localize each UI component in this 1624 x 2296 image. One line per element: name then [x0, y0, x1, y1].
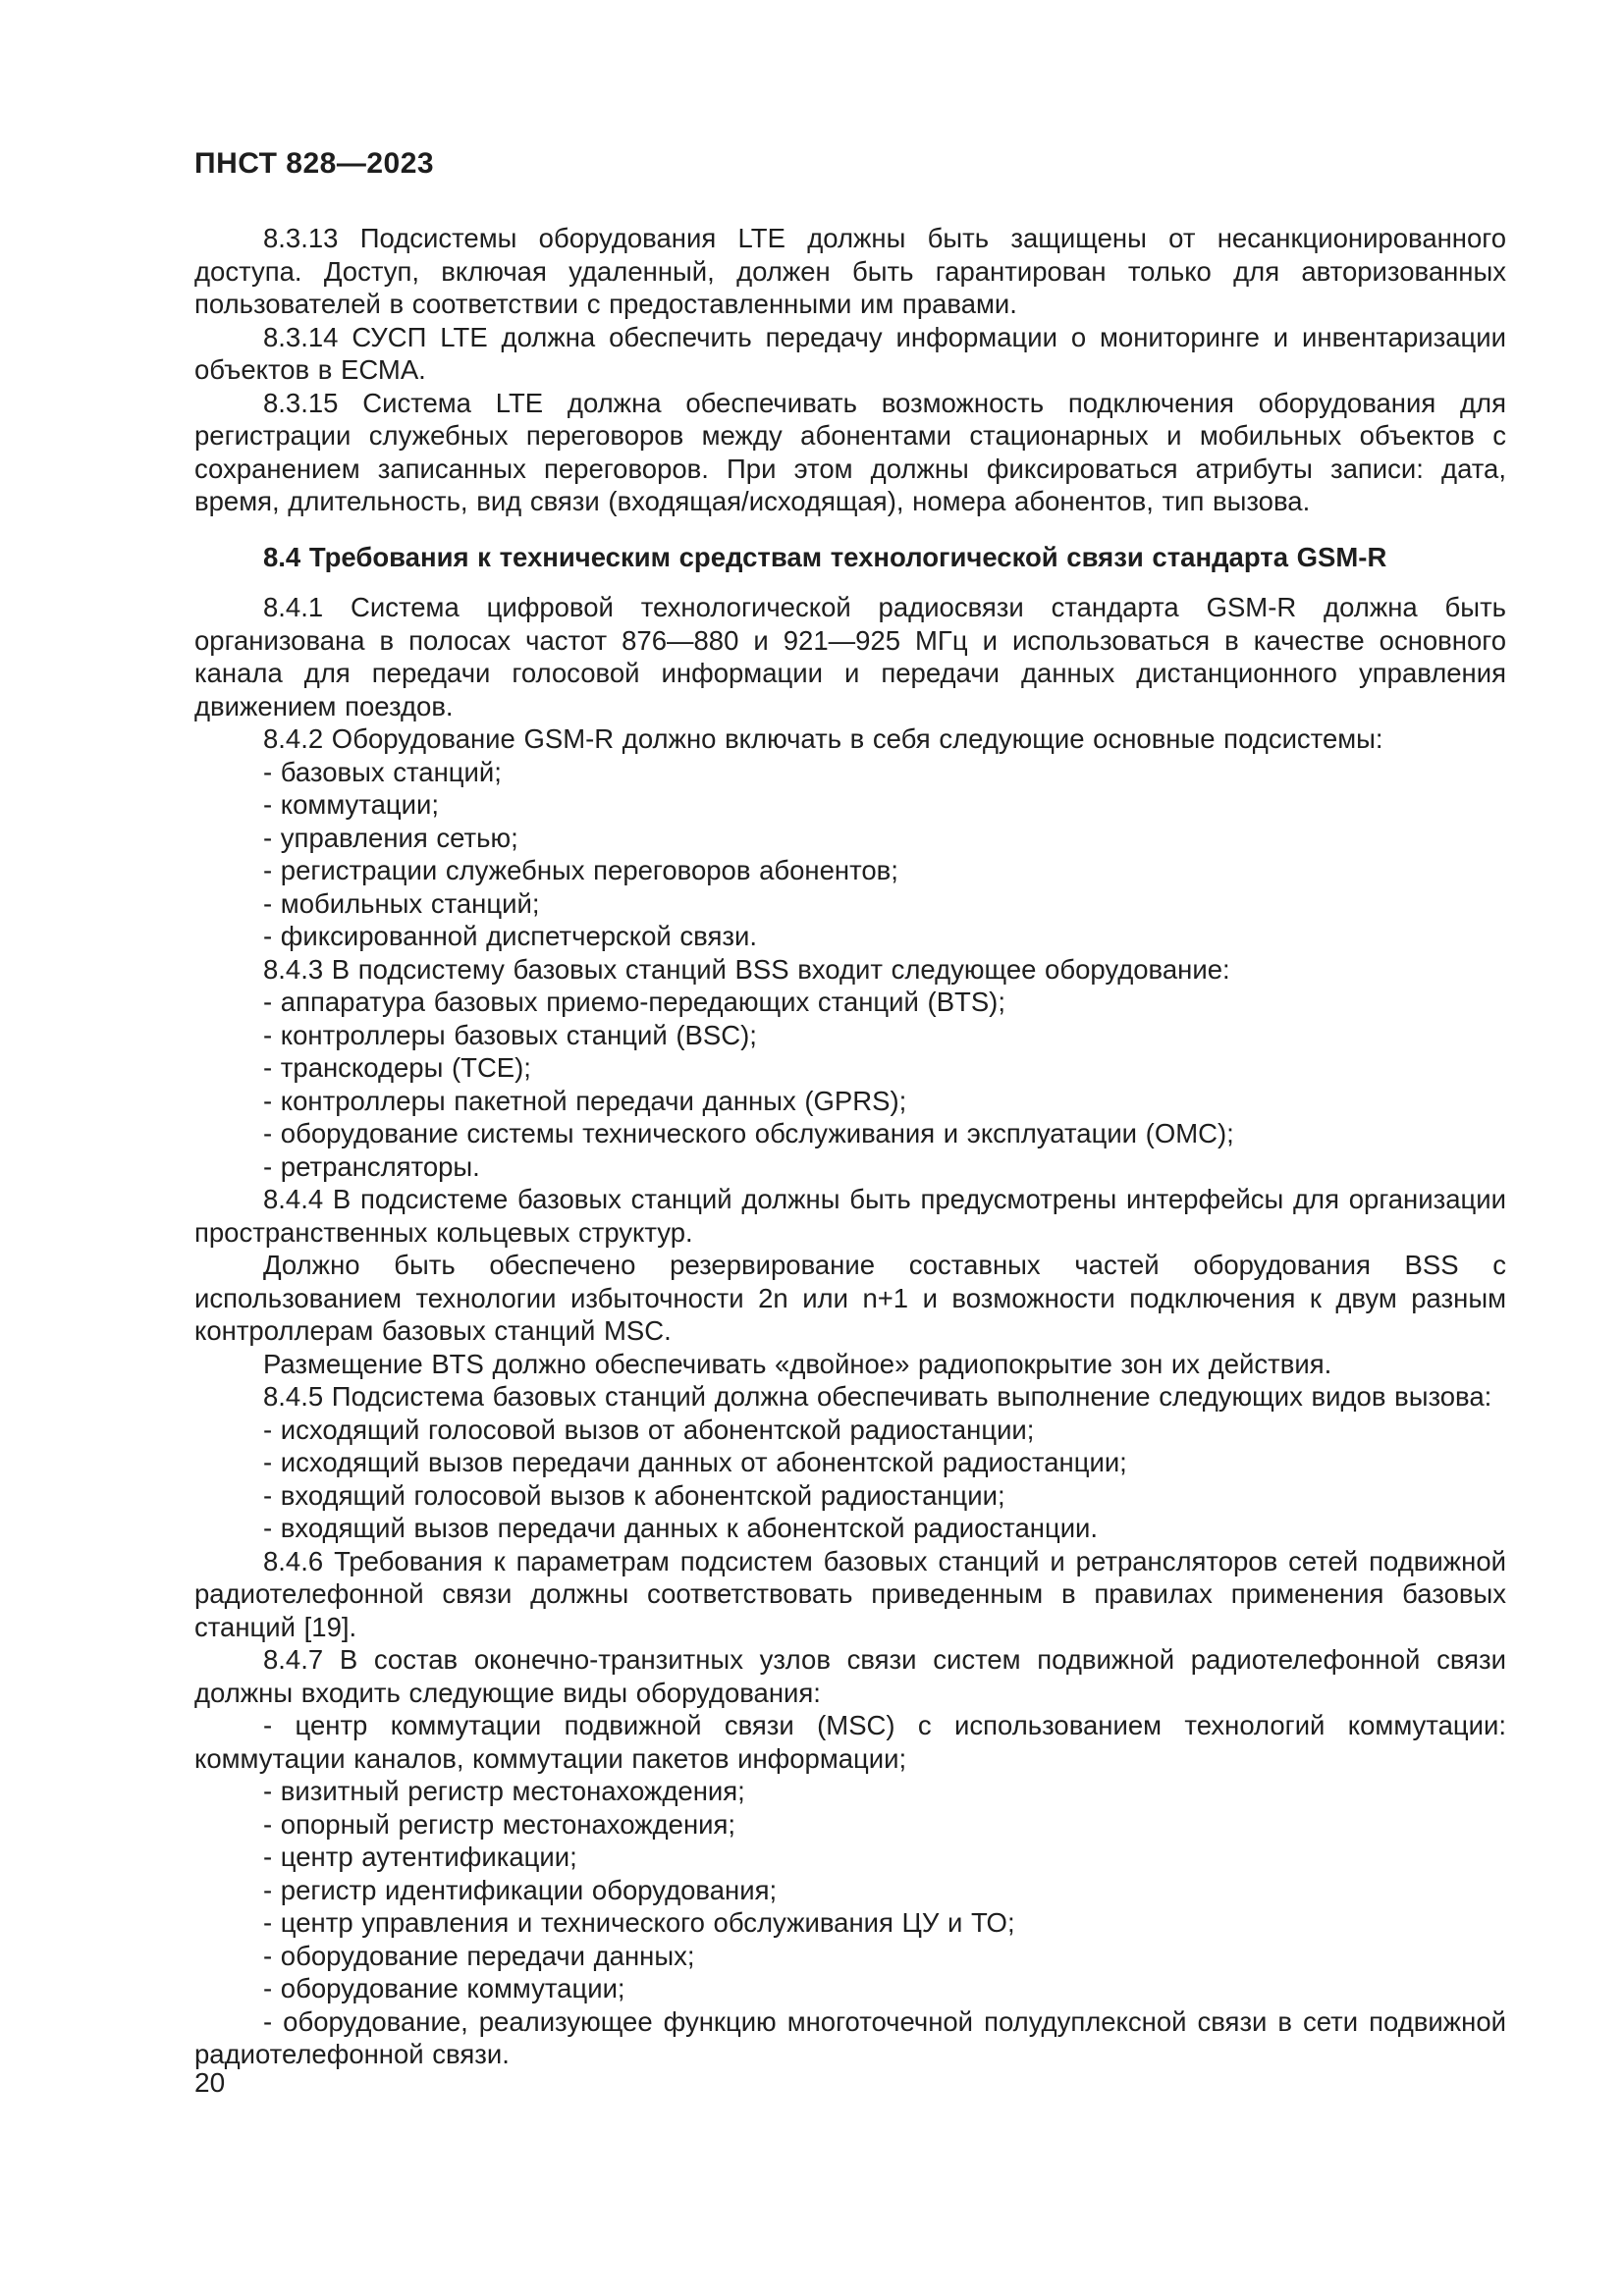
list-item: - визитный регистр местонахождения;	[263, 1776, 745, 1806]
paragraph: Должно быть обеспечено резервирование составных частей оборудования BSS с использованием технологии избыточности 2n или n+1 и возможности подключения к двум разным контроллерам базовых станций MSC.	[194, 1250, 1506, 1346]
list-item: - оборудование коммутации;	[263, 1973, 625, 2003]
paragraph: 8.3.15 Система LTE должна обеспечивать возможность подключения оборудования для регистрации служебных переговоров между абонентами стационарных и мобильных объектов с сохранением записанных переговоров. При этом должны фиксироваться атрибуты записи: дата, время, длительность, вид связи (входящая/исходящая), номера абонентов, тип вызова.	[194, 387, 1506, 516]
list-item: - мобильных станций;	[263, 887, 540, 919]
list-item: - аппаратура базовых приемо-передающих станций (BTS);	[263, 987, 1005, 1017]
paragraph: 8.3.13 Подсистемы оборудования LTE должны быть защищены от несанкционированного доступа. Доступ, включая удаленный, должен быть гарантирован только для авторизованных пользователей в соответствии с предоставленными им правами.	[194, 223, 1506, 319]
list-item: - оборудование, реализующее функцию многоточечной полудуплексной связи в сети подвижной радиотелефонной связи.	[194, 2005, 1506, 2069]
list-item: - ретрансляторы.	[263, 1150, 480, 1182]
list-item: - регистрации служебных переговоров абонентов;	[263, 855, 898, 885]
list-item: - центр коммутации подвижной связи (MSC) с использованием технологий коммутации: коммутации каналов, коммутации пакетов информации;	[194, 1710, 1506, 1774]
list-item: - контроллеры базовых станций (BSC);	[263, 1019, 757, 1050]
list-item: - базовых станций;	[263, 756, 502, 787]
list-item: - оборудование передачи данных;	[263, 1940, 695, 1971]
paragraph: 8.4.4 В подсистеме базовых станций должны быть предусмотрены интерфейсы для организации пространственных кольцевых структур.	[194, 1184, 1506, 1248]
list-item: - коммутации;	[263, 789, 439, 820]
list-item: - входящий голосовой вызов к абонентской радиостанции;	[263, 1479, 1005, 1511]
list-item: - центр аутентификации;	[263, 1842, 577, 1872]
list-item: - регистр идентификации оборудования;	[263, 1874, 778, 1905]
list-item: - фиксированной диспетчерской связи.	[263, 921, 757, 951]
paragraph: 8.4.5 Подсистема базовых станций должна обеспечивать выполнение следующих видов вызова:	[263, 1381, 1492, 1412]
paragraph: 8.4.2 Оборудование GSM-R должно включать в себя следующие основные подсистемы:	[263, 723, 1383, 754]
heading: 8.4 Требования к техническим средствам технологической связи стандарта GSM-R	[263, 541, 1387, 572]
page-number: 20	[194, 2067, 226, 2098]
paragraph: 8.4.7 В состав оконечно-транзитных узлов связи систем подвижной радиотелефонной связи должны входить следующие виды оборудования:	[194, 1644, 1506, 1708]
list-item: - исходящий голосовой вызов от абонентской радиостанции;	[263, 1414, 1035, 1445]
paragraph: 8.4.1 Система цифровой технологической радиосвязи стандарта GSM-R должна быть организована в полосах частот 876—880 и 921—925 МГц и использоваться в качестве основного канала для передачи голосовой информации и передачи данных дистанционного управления движением поездов.	[194, 592, 1506, 721]
document-designation-header: ПНСТ 828—2023	[194, 147, 435, 180]
list-item: - исходящий вызов передачи данных от абонентской радиостанции;	[263, 1447, 1127, 1477]
list-item: - управления сетью;	[263, 822, 518, 853]
list-item: - опорный регистр местонахождения;	[263, 1808, 736, 1840]
paragraph: 8.3.14 СУСП LTE должна обеспечить передачу информации о мониторинге и инвентаризации объектов в ЕСМА.	[194, 321, 1506, 385]
document-body	[194, 222, 1506, 2071]
paragraph: Размещение BTS должно обеспечивать «двойное» радиопокрытие зон их действия.	[263, 1348, 1332, 1379]
list-item: - контроллеры пакетной передачи данных (GPRS);	[263, 1085, 907, 1116]
paragraph: 8.4.6 Требования к параметрам подсистем базовых станций и ретрансляторов сетей подвижной радиотелефонной связи должны соответствовать приведенным в правилах применения базовых станций [19].	[194, 1545, 1506, 1642]
paragraph: 8.4.3 В подсистему базовых станций BSS входит следующее оборудование:	[263, 953, 1230, 985]
list-item: - входящий вызов передачи данных к абонентской радиостанции.	[263, 1513, 1099, 1543]
list-item: - транскодеры (TCE);	[263, 1052, 531, 1083]
list-item: - оборудование системы технического обслуживания и эксплуатации (OMC);	[263, 1118, 1234, 1148]
list-item: - центр управления и технического обслуживания ЦУ и ТО;	[263, 1907, 1015, 1938]
